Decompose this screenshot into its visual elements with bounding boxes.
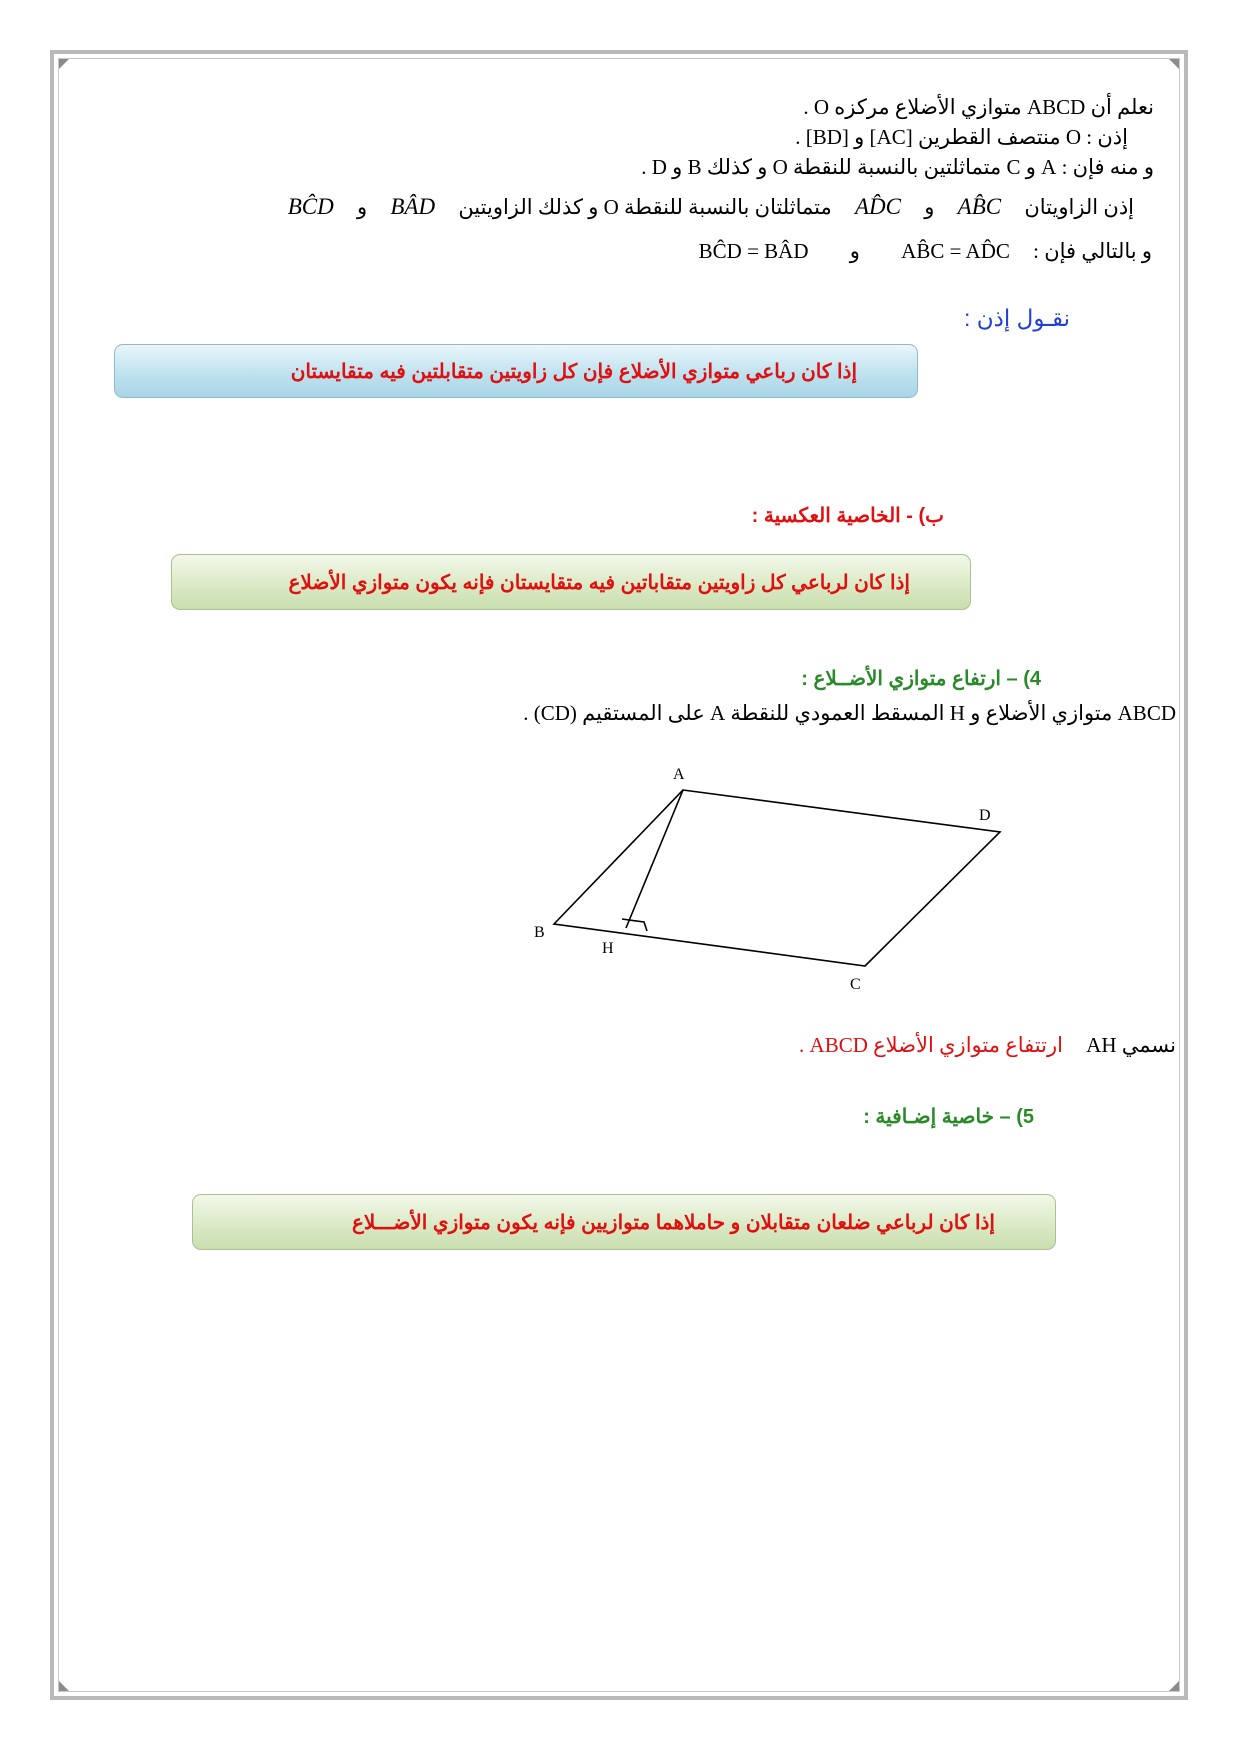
section-5-title: 5) – خاصية إضـافية : (863, 1106, 1034, 1128)
proof-line-4-text-a: إذن الزاويتان (1024, 195, 1134, 219)
proof-line-4-text-b: و (924, 195, 935, 219)
right-angle-marker (622, 919, 647, 931)
proof-line-4-text-c: متماثلتان بالنسبة للنقطة O و كذلك الزاويتين (458, 195, 832, 219)
proof-line-3: و منه فإن : A و C متماثلتين بالنسبة للنقطة O و كذلك B و D . (641, 155, 1154, 179)
corner-ornament (59, 1681, 69, 1691)
angle-abc: AB̂C (957, 194, 1002, 219)
conclusion-label: نقـول إذن : (963, 305, 1070, 331)
label-b: B (534, 924, 545, 941)
proof-line-1: نعلم أن ABCD متوازي الأضلاع مركزه O . (803, 95, 1154, 119)
corner-ornament (59, 59, 69, 69)
label-h: H (602, 940, 614, 957)
corner-ornament (1169, 59, 1179, 69)
height-sentence-prefix: نسمي AH (1086, 1033, 1176, 1057)
equation-1: AB̂C = AD̂C (901, 239, 1010, 263)
proof-line-4 (288, 194, 1134, 220)
section-4-title: 4) – ارتفاع متوازي الأضــلاع : (801, 668, 1041, 690)
property-box-3: إذا كان لرباعي ضلعان متقابلان و حاملاهما متوازيين فإنه يكون متوازي الأضـــلاع (192, 1194, 1056, 1250)
height-sentence (799, 1032, 1176, 1058)
section-4-text: ABCD متوازي الأضلاع و H المسقط العمودي للنقطة A على المستقيم (CD) . (523, 701, 1176, 725)
angle-adc: AD̂C (854, 194, 901, 219)
label-c: C (850, 976, 861, 993)
property-box-2: إذا كان لرباعي كل زاويتين متقاباتين فيه متقايستان فإنه يكون متوازي الأضلاع (171, 554, 971, 610)
proof-line-5-text-b: و (849, 239, 860, 263)
equation-2: BĈD = BÂD (698, 239, 809, 263)
section-b-title: ب) - الخاصية العكسية : (751, 505, 944, 527)
height-sentence-red: ارتتفاع متوازي الأضلاع ABCD . (799, 1033, 1063, 1057)
property-box-1: إذا كان رباعي متوازي الأضلاع فإن كل زاويتين متقابلتين فيه متقايستان (114, 344, 918, 398)
parallelogram-shape (554, 790, 1000, 966)
height-ah (626, 790, 683, 928)
proof-line-4-text-d: و (356, 195, 368, 219)
proof-line-2: إذن : O منتصف القطرين [AC] و [BD] . (795, 125, 1128, 149)
angle-bcd: BĈD (287, 194, 334, 219)
angle-bad: BÂD (390, 194, 436, 219)
label-d: D (979, 807, 991, 824)
corner-ornament (1169, 1681, 1179, 1691)
label-a: A (673, 766, 685, 783)
parallelogram-figure (520, 760, 1040, 1000)
proof-line-5 (699, 238, 1152, 264)
proof-line-5-text-a: و بالتالي فإن : (1033, 239, 1152, 263)
